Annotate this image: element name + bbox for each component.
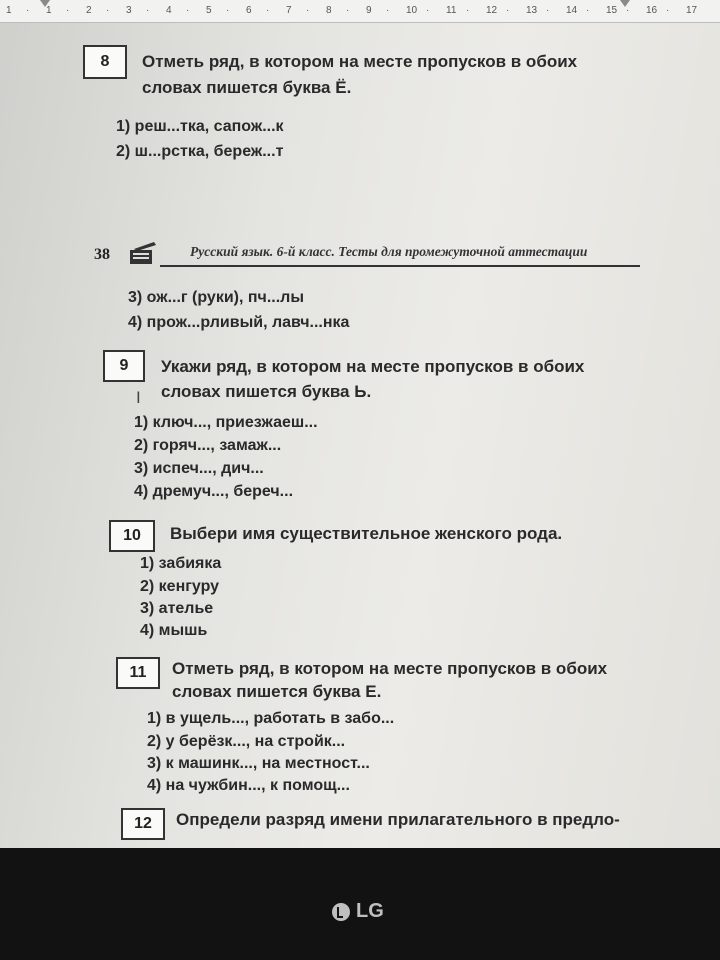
question-9-text-line1: Укажи ряд, в котором на месте пропусков в обоих	[161, 357, 585, 376]
ruler-tick: ·	[26, 5, 30, 16]
question-11-option-2: 2) у берёзк..., на стройк...	[147, 733, 346, 750]
question-10-option-2: 2) кенгуру	[140, 578, 220, 595]
ruler-tick: 4	[166, 5, 172, 16]
text-cursor-icon: I	[136, 388, 141, 407]
ruler[interactable]	[0, 0, 720, 23]
question-10-option-4: 4) мышь	[140, 622, 208, 639]
question-10-text-line1: Выбери имя существительное женского рода.	[170, 524, 563, 543]
ruler-tick: 14	[566, 5, 578, 16]
ruler-tick: 15	[606, 5, 618, 16]
question-10-option-1: 1) забияка	[140, 555, 222, 572]
question-10-option-3: 3) ателье	[140, 600, 214, 617]
question-8-option-4: 4) прож...рливый, лавч...нка	[128, 314, 350, 331]
ruler-tick: 16	[646, 5, 658, 16]
question-8-text-line1: Отметь ряд, в котором на месте пропусков в обоих	[142, 52, 578, 71]
ruler-tick: 1	[46, 5, 52, 16]
question-9-option-1: 1) ключ..., приезжаеш...	[134, 414, 318, 431]
monitor-logo	[332, 900, 384, 923]
ruler-tick: ·	[546, 5, 550, 16]
ruler-tick: 8	[326, 5, 332, 16]
ruler-tick: 12	[486, 5, 498, 16]
header-rule	[160, 265, 640, 267]
question-number-11: 11	[116, 657, 160, 689]
ruler-tick: ·	[386, 5, 390, 16]
lg-logo-icon	[332, 903, 350, 921]
book-icon	[128, 240, 158, 266]
question-8-option-2: 2) ш...рстка, береж...т	[116, 143, 284, 160]
ruler-tick: ·	[426, 5, 430, 16]
ruler-tick: 1	[6, 5, 12, 16]
question-number-8: 8	[83, 45, 127, 79]
ruler-tick: 6	[246, 5, 252, 16]
question-12-text-line1: Определи разряд имени прилагательного в предло-	[176, 810, 620, 829]
ruler-right-indent-marker[interactable]	[620, 0, 630, 7]
ruler-tick: 10	[406, 5, 418, 16]
ruler-tick: 7	[286, 5, 292, 16]
question-11-text-line2: словах пишется буква Е.	[172, 682, 382, 701]
ruler-tick: ·	[586, 5, 590, 16]
ruler-tick: 13	[526, 5, 538, 16]
ruler-tick: 3	[126, 5, 132, 16]
monitor-brand-text: LG	[356, 900, 384, 922]
ruler-tick: ·	[186, 5, 190, 16]
ruler-tick: 2	[86, 5, 92, 16]
ruler-tick: ·	[66, 5, 70, 16]
question-11-option-1: 1) в ущель..., работать в забо...	[147, 710, 395, 727]
ruler-tick: ·	[306, 5, 310, 16]
ruler-tick: ·	[666, 5, 670, 16]
running-header-title: Русский язык. 6-й класс. Тесты для промежуточной аттестации	[190, 244, 588, 259]
question-8-option-3: 3) ож...г (руки), пч...лы	[128, 289, 304, 306]
ruler-tick: 17	[686, 5, 698, 16]
question-8-text-line2: словах пишется буква Ё.	[142, 78, 352, 97]
question-11-text-line1: Отметь ряд, в котором на месте пропусков в обоих	[172, 659, 608, 678]
question-8-option-1: 1) реш...тка, сапож...к	[116, 118, 284, 135]
ruler-tick: ·	[466, 5, 470, 16]
question-number-12: 12	[121, 808, 165, 840]
ruler-tick: ·	[266, 5, 270, 16]
question-9-option-3: 3) испеч..., дич...	[134, 460, 264, 477]
ruler-tick: ·	[226, 5, 230, 16]
ruler-tick: ·	[626, 5, 630, 16]
ruler-tick: ·	[146, 5, 150, 16]
ruler-tick: ·	[506, 5, 510, 16]
question-11-option-4: 4) на чужбин..., к помощ...	[147, 777, 350, 794]
ruler-tick: 5	[206, 5, 212, 16]
page-number: 38	[94, 246, 110, 263]
ruler-tick: 11	[446, 5, 457, 16]
question-11-option-3: 3) к машинк..., на местност...	[147, 755, 370, 772]
question-number-10: 10	[109, 520, 155, 552]
question-9-option-4: 4) дремуч..., береч...	[134, 483, 294, 500]
ruler-left-indent-marker[interactable]	[40, 0, 50, 7]
ruler-tick: 9	[366, 5, 372, 16]
question-9-text-line2: словах пишется буква Ь.	[161, 382, 372, 401]
ruler-tick: ·	[346, 5, 350, 16]
question-9-option-2: 2) горяч..., замаж...	[134, 437, 282, 454]
ruler-tick: ·	[106, 5, 110, 16]
question-number-9: 9	[103, 350, 145, 382]
